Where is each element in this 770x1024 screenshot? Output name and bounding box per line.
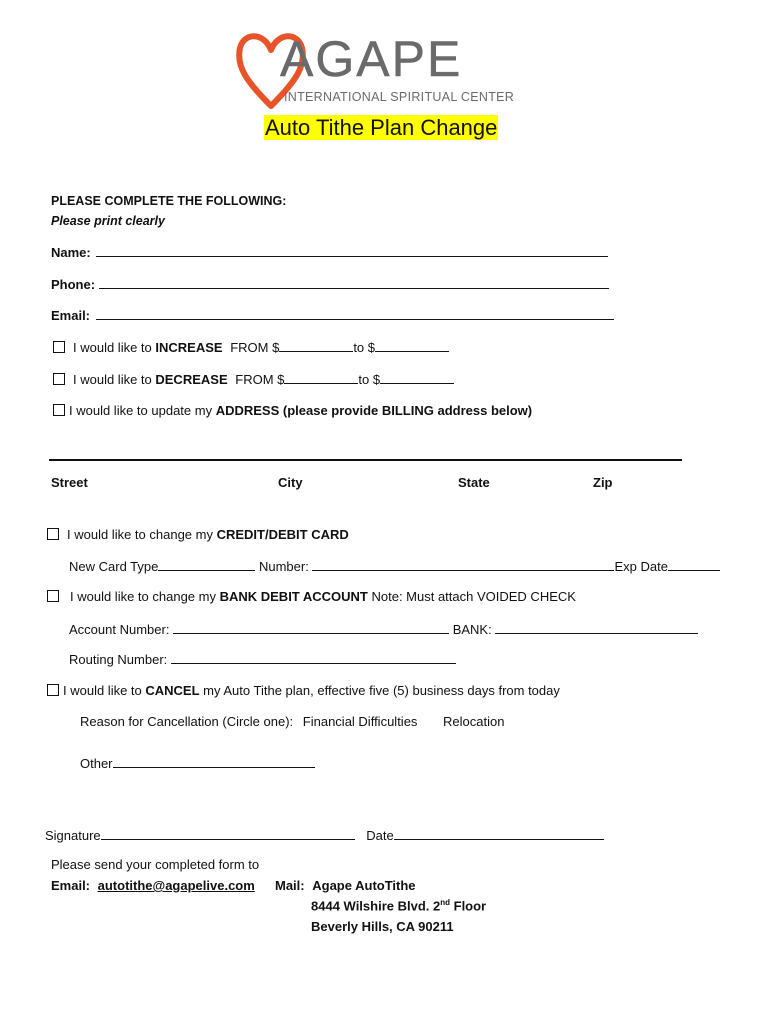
increase-to-line[interactable] xyxy=(375,339,449,352)
increase-from-line[interactable] xyxy=(279,339,353,352)
cancel-option[interactable]: I would like to CANCEL my Auto Tithe plan, effective five (5) business days from today xyxy=(47,683,560,698)
street-label: Street xyxy=(51,475,88,490)
city-label: City xyxy=(278,475,303,490)
signature-field[interactable]: Signature Date xyxy=(45,827,604,843)
cancel-reason: Reason for Cancellation (Circle one): Financial Difficulties Relocation xyxy=(80,714,505,729)
email-link[interactable]: autotithe@agapelive.com xyxy=(97,878,255,893)
account-number-line[interactable] xyxy=(173,621,449,634)
send-intro: Please send your completed form to xyxy=(51,857,260,872)
date-line[interactable] xyxy=(394,827,604,840)
bank-option[interactable]: I would like to change my BANK DEBIT ACCOUNT Note: Must attach VOIDED CHECK xyxy=(47,589,576,604)
mail-block: Mail: Agape AutoTithe xyxy=(275,878,416,893)
signature-line[interactable] xyxy=(101,827,355,840)
email-field[interactable]: Email: xyxy=(51,307,614,323)
card-number-line[interactable] xyxy=(312,558,614,571)
state-label: State xyxy=(458,475,490,490)
decrease-option[interactable]: I would like to DECREASE FROM $ to $ xyxy=(53,371,454,387)
routing-number-line[interactable] xyxy=(171,651,456,664)
send-email: Email: autotithe@agapelive.com xyxy=(51,878,255,893)
bank-name-line[interactable] xyxy=(495,621,698,634)
name-field[interactable]: Name: xyxy=(51,244,608,260)
page-title: Auto Tithe Plan Change xyxy=(265,115,498,140)
other-reason-line[interactable] xyxy=(113,755,315,768)
mail-address-line1: 8444 Wilshire Blvd. 2nd Floor xyxy=(311,898,487,914)
increase-checkbox[interactable] xyxy=(53,341,65,353)
decrease-checkbox[interactable] xyxy=(53,373,65,385)
decrease-to-line[interactable] xyxy=(380,371,454,384)
cancel-checkbox[interactable] xyxy=(47,684,59,696)
account-details: Account Number: BANK: xyxy=(69,621,698,637)
bank-checkbox[interactable] xyxy=(47,590,59,602)
agape-logo xyxy=(236,26,515,110)
phone-field[interactable]: Phone: xyxy=(51,276,609,292)
address-option[interactable]: I would like to update my ADDRESS (please provide BILLING address below) xyxy=(53,403,532,418)
increase-option[interactable]: I would like to INCREASE FROM $ to $ xyxy=(53,339,449,355)
name-line[interactable] xyxy=(96,244,608,257)
mail-address-line2: Beverly Hills, CA 90211 xyxy=(311,919,454,934)
phone-line[interactable] xyxy=(99,276,609,289)
routing-details: Routing Number: xyxy=(69,651,456,667)
reason-relocation[interactable]: Relocation xyxy=(443,714,505,729)
card-option[interactable]: I would like to change my CREDIT/DEBIT CARD xyxy=(47,527,349,542)
exp-date-line[interactable] xyxy=(668,558,720,571)
zip-label: Zip xyxy=(593,475,613,490)
card-details: New Card Type Number: Exp Date xyxy=(69,558,720,574)
decrease-from-line[interactable] xyxy=(284,371,358,384)
logo-word: AGAPE xyxy=(280,31,463,87)
instructions-heading: PLEASE COMPLETE THE FOLLOWING: xyxy=(51,194,287,208)
instructions-sub: Please print clearly xyxy=(51,214,165,228)
card-checkbox[interactable] xyxy=(47,528,59,540)
cancel-other: Other xyxy=(80,755,315,771)
address-checkbox[interactable] xyxy=(53,404,65,416)
logo-subtitle: INTERNATIONAL SPIRITUAL CENTER xyxy=(284,90,515,104)
card-type-line[interactable] xyxy=(158,558,255,571)
email-line[interactable] xyxy=(96,307,614,320)
reason-financial[interactable]: Financial Difficulties xyxy=(302,714,418,729)
address-line[interactable] xyxy=(49,459,682,461)
